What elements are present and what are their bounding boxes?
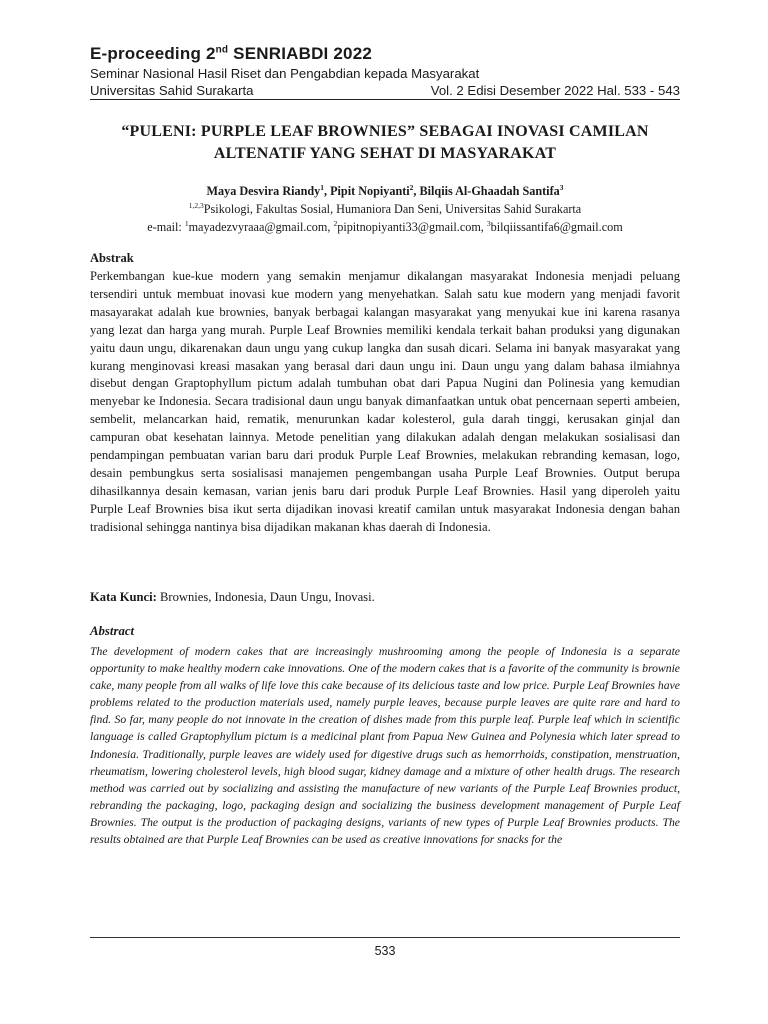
keywords-label: Kata Kunci: bbox=[90, 590, 157, 604]
seminar-name: Seminar Nasional Hasil Riset dan Pengabdian kepada Masyarakat bbox=[90, 66, 480, 81]
keywords bbox=[90, 590, 680, 605]
page-number: 533 bbox=[374, 944, 396, 958]
email-link[interactable]: pipitnopiyanti33@gmail.com bbox=[337, 220, 481, 234]
footer-divider bbox=[90, 937, 680, 938]
email-link[interactable]: bilqiissantifa6@gmail.com bbox=[490, 220, 623, 234]
abstrak-heading: Abstrak bbox=[90, 251, 134, 265]
keywords-list: Brownies, Indonesia, Daun Ungu, Inovasi. bbox=[156, 590, 375, 604]
author-list: Maya Desvira Riandy$^1$, Pipit Nopiyanti$^2$, Bilqiis Al-Ghaadah Santifa$^3$ bbox=[206, 182, 564, 198]
author-emails: e-mail: $^1$mayadezvyraaa@gmail.com, $^2$pipitnopiyanti33@gmail.com, $^3$bilqiissantifa6@gmail.com bbox=[147, 218, 623, 234]
author-name: Bilqiis Al-Ghaadah Santifa bbox=[419, 184, 560, 198]
abstract-heading: Abstract bbox=[90, 624, 135, 638]
conference-title: E-proceeding 2nd SENRIABDI 2022 bbox=[90, 44, 373, 63]
author-name: Maya Desvira Riandy bbox=[206, 184, 321, 198]
abstract-body: The development of modern cakes that are increasingly mushrooming among the people of Indonesia is a separate opportunity to make healthy modern cake innovations. One of the modern cakes that is a favorite of the community is brownie cake, many people from all walks of life love this cake because of its delicious taste and low price. Purple Leaf Brownies have problems related to the production materials used, namely purple leaves, because purple leaves are quite rare and hard to find. So far, many people do not innovate in the creation of dishes made from this purple leaf. Purple leaf which in scientific language is called Graptophyllum pictum is a medicinal plant from Papua New Guinea and Polynesia which later spread to Indonesia. Traditionally, purple leaves are widely used for digestive drugs such as hemorrhoids, constipation, menstruation, rheumatism, lowering cholesterol levels, high blood sugar, kidney damage and a mixture of other health drugs. The research method was carried out by socializing and assisting the manufacture of new variants of the Purple Leaf Brownies product, rebranding the packaging, logo, packaging design and socializing the business development management of Purple Leaf Brownies. The output is the production of packaging designs, variants of new types of Purple Leaf Brownies products. The results obtained are that Purple Leaf Brownies can be used as creative innovations for snacks for the bbox=[90, 645, 680, 847]
paper-title-line-1: “PULENI: PURPLE LEAF BROWNIES” SEBAGAI INOVASI CAMILAN bbox=[121, 123, 649, 140]
paper-page bbox=[90, 0, 680, 1024]
header-info-row bbox=[90, 83, 680, 100]
paper-title bbox=[90, 121, 680, 165]
paper-title-line-2: ALTENATIF YANG SEHAT DI MASYARAKAT bbox=[213, 145, 557, 162]
university-name: Universitas Sahid Surakarta bbox=[90, 83, 254, 98]
email-link[interactable]: mayadezvyraaa@gmail.com bbox=[188, 220, 328, 234]
affiliation: $^{1,2,3}$Psikologi, Fakultas Sosial, Humaniora Dan Seni, Universitas Sahid Surakarta bbox=[188, 200, 582, 216]
author-name: Pipit Nopiyanti bbox=[330, 184, 410, 198]
abstrak-body: Perkembangan kue-kue modern yang semakin menjamur dikalangan masyarakat Indonesia menjadi peluang tersendiri untuk membuat inovasi kue modern yang menyehatkan. Salah satu kue modern yang menjadi favorit masayarakat adalah kue brownies, banyak berbagai kalangan masyarakat yang menyukai kue ini karena rasanya yang lezat dan harga yang murah. Purple Leaf Brownies memiliki kendala terkait bahan produksi yang digunakan yaitu daun ungu, dikarenakan daun ungu yang cukup langka dan susah dicari. Selama ini banyak masyarakat yang kurang menginovasi kreasi masakan yang berasal dari daun ungu ini. Daun ungu yang dalam bahasa ilmiahnya disebut dengan Graptophyllum pictum adalah tumbuhan obat dari Papua Nugini dan Polinesia yang kemudian menyebar ke Indonesia. Secara tradisional daun ungu banyak dimanfaatkan untuk obat pencernaan seperti ambeien, sembelit, melancarkan haid, rematik, menurunkan kadar kolesterol, gula darah tinggi, kerusakan ginjal dan campuran obat kesehatan lainnya. Metode penelitian yang dilakukan adalah dengan melakukan sosialisasi dan pendampingan pembuatan varian baru dari produk Purple Leaf Brownies, melakukan rebranding kemasan, logo, desain pembungkus serta sosialisasi manajemen pengembangan usaha Purple Leaf Brownies. Output berupa dihasilkannya desain kemasan, varian jenis baru dari produk Purple Leaf Brownies. Hasil yang diperoleh yaitu Purple Leaf Brownies bisa ikut serta dijadikan inovasi kreatif camilan untuk masyarakat Indonesia dengan bahan tradisional sehingga nantinya bisa dijadikan makanan khas daerah di Indonesia. bbox=[90, 269, 680, 534]
volume-info: Vol. 2 Edisi Desember 2022 Hal. 533 - 543 bbox=[430, 83, 680, 98]
